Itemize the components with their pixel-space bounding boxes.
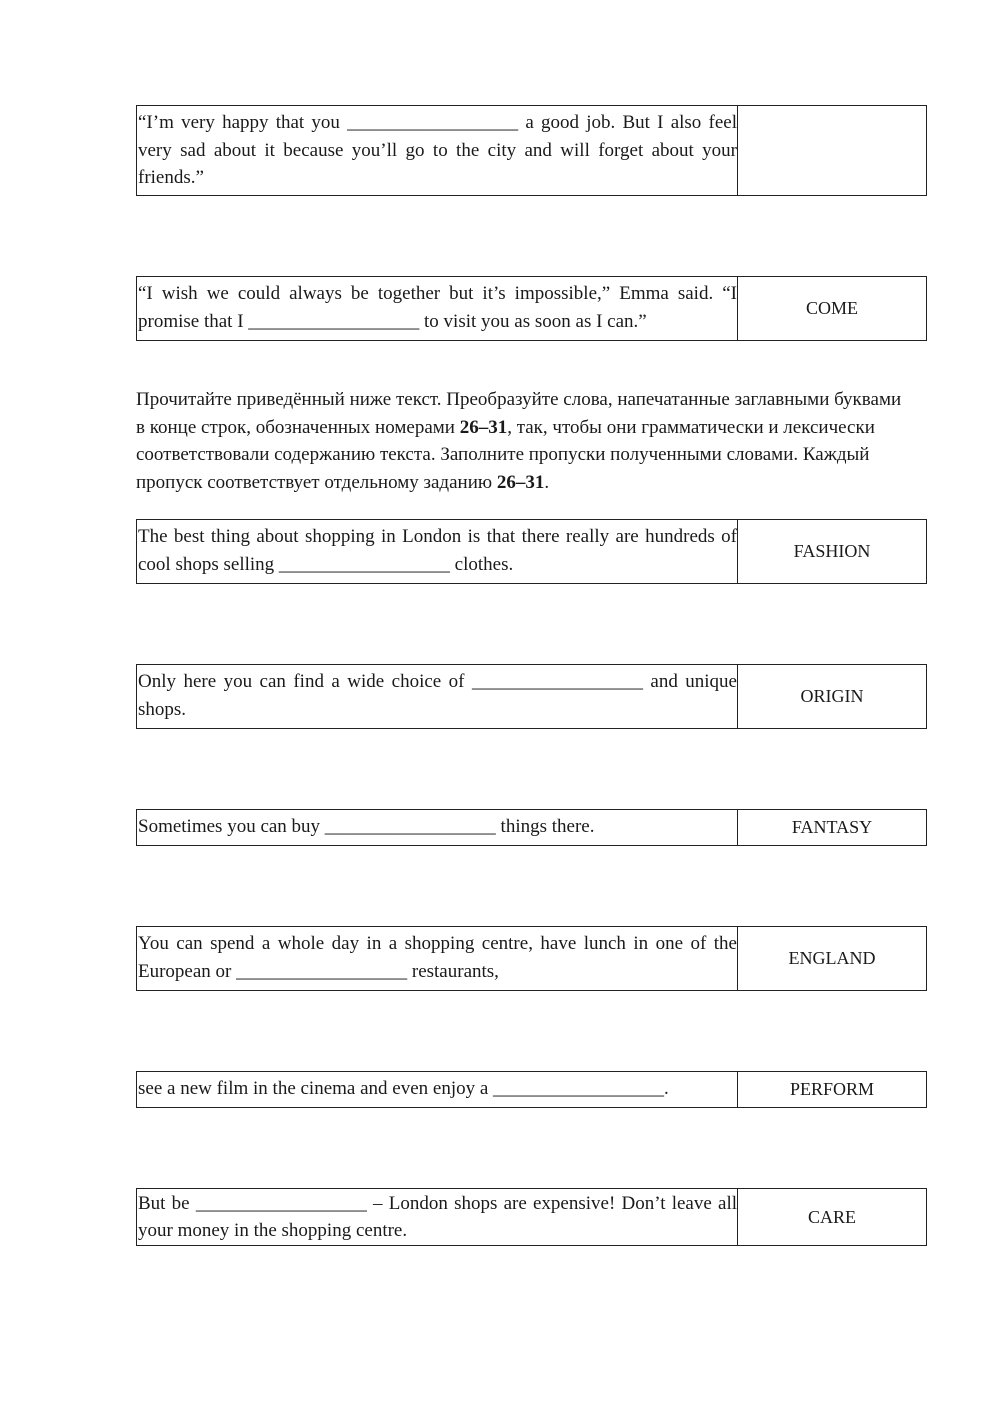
task-sentence: Only here you can find a wide choice of __________________ and unique shops. bbox=[137, 665, 738, 728]
task-keyword: CARE bbox=[807, 1206, 856, 1227]
task-keyword: FASHION bbox=[793, 541, 871, 561]
instructions-text: , так, чтобы они грамматически и лексически соответствовали содержанию текста. Заполните пропуски полученными словами. Каждый пропуск соответствует отдельному заданию bbox=[136, 416, 875, 493]
task-row-6 bbox=[136, 926, 927, 991]
task-row-7 bbox=[136, 1071, 927, 1108]
task-keyword: PERFORM bbox=[789, 1079, 875, 1099]
task-keyword bbox=[738, 106, 926, 195]
task-sentence: “I wish we could always be together but it’s impossible,” Emma said. “I promise that I __________________ to visit you as soon as I can.” bbox=[137, 277, 738, 340]
task-sentence: But be __________________ – London shops are expensive! Don’t leave all your money in the shopping centre. bbox=[137, 1189, 738, 1245]
task-range: 26–31 bbox=[459, 416, 508, 438]
task-row-8 bbox=[136, 1188, 927, 1246]
task-keyword: COME bbox=[805, 298, 858, 318]
task-row-3 bbox=[136, 519, 927, 584]
task-row-1 bbox=[136, 105, 927, 196]
task-sentence: see a new film in the cinema and even enjoy a __________________. bbox=[137, 1072, 738, 1107]
task-row-2 bbox=[136, 276, 927, 341]
task-range: 26–31 bbox=[496, 471, 545, 493]
task-row-4 bbox=[136, 664, 927, 729]
task-keyword: ENGLAND bbox=[788, 948, 876, 968]
task-sentence: “I’m very happy that you __________________ a good job. But I also feel very sad about it because you’ll go to the city and will forget about your friends.” bbox=[137, 106, 738, 195]
task-sentence: The best thing about shopping in London is that there really are hundreds of cool shops selling __________________ clothes. bbox=[137, 520, 738, 583]
task-keyword: FANTASY bbox=[791, 817, 873, 837]
task-sentence: Sometimes you can buy __________________ things there. bbox=[137, 810, 738, 845]
task-sentence: You can spend a whole day in a shopping centre, have lunch in one of the European or __________________ restaurants, bbox=[137, 927, 738, 990]
instructions-text: . bbox=[544, 471, 550, 493]
instructions-paragraph bbox=[136, 386, 906, 496]
task-row-5 bbox=[136, 809, 927, 846]
task-keyword: ORIGIN bbox=[800, 686, 864, 706]
instructions-text: Прочитайте приведённый ниже текст. Преобразуйте слова, напечатанные заглавными буквами в конце строк, обозначенных номерами bbox=[136, 389, 902, 438]
